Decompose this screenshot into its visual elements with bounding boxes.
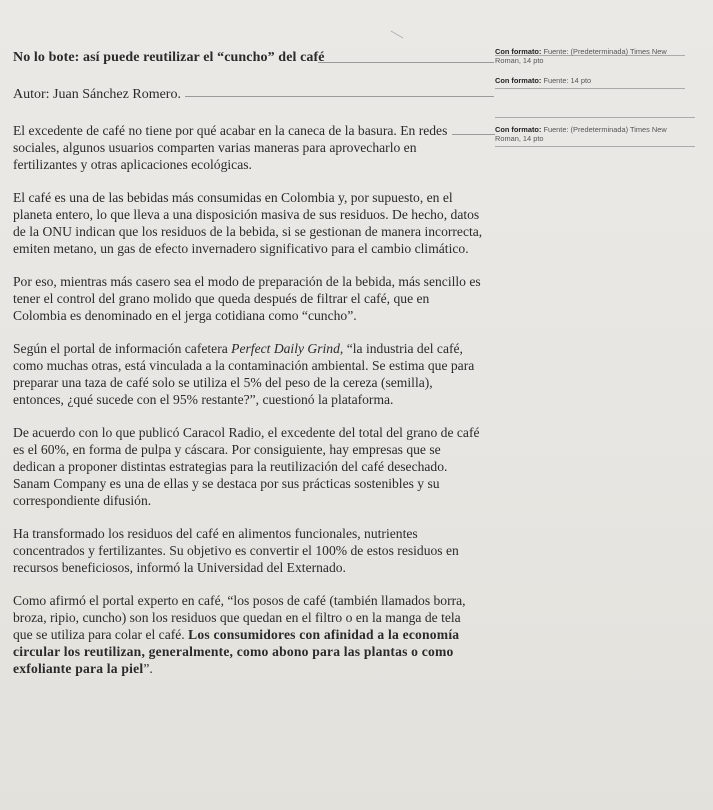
paragraph — [13, 340, 483, 408]
paragraph-text: , “la industria del café, como muchas otras, está vinculada a la contaminación ambiental. Se estima que para preparar una taza de café solo se utiliza el 5% del peso de la cereza (semilla), entonces, ¿qué sucede con el 95% restante?”, cuestionó la plataforma. — [13, 341, 475, 407]
comment-text: Roman, 14 pto — [495, 56, 544, 65]
comment-label: Con formato: — [495, 47, 542, 56]
paragraph: De acuerdo con lo que publicó Caracol Radio, el excedente del total del grano de café es el 60%, en forma de pulpa y cáscara. Por consiguiente, hay empresas que se dedican a proponer distintas estrategias para la reutilización del café desechado. Sanam Company es una de ellas y se destaca por sus prácticas sostenibles y su correspondiente difusión. — [13, 425, 480, 508]
format-comment[interactable] — [495, 125, 695, 143]
paragraph: Por eso, mientras más casero sea el modo de preparación de la bebida, más sencillo es tener el control del grano molido que queda después de filtrar el café, que en Colombia es denominado en el jerga cotidiana como “cuncho”. — [13, 274, 481, 323]
paragraph: El café es una de las bebidas más consumidas en Colombia y, por supuesto, en el planeta entero, lo que lleva a una disposición masiva de sus residuos. De hecho, datos de la ONU indican que los residuos de la bebida, si se gestionan de manera incorrecta, emiten metano, un gas de efecto invernadero significativo para el cambio climático. — [13, 190, 483, 256]
comment-text: Roman, 14 pto — [495, 134, 544, 143]
comment-connector — [185, 96, 494, 97]
comment-text: Fuente: 14 pto — [541, 76, 592, 85]
comment-connector — [452, 134, 495, 135]
article-body — [13, 122, 483, 693]
format-comment[interactable] — [495, 47, 695, 65]
comment-text: Fuente: (Predeterminada) Times New — [541, 47, 667, 56]
article-title: No lo bote: así puede reutilizar el “cuncho” del café — [13, 50, 325, 65]
emphasis-text: Los consumidores con afinidad a la economía circular los reutilizan, generalmente, como abono para las plantas o como exfoliante para la piel — [13, 627, 460, 676]
paragraph: Ha transformado los residuos del café en alimentos funcionales, nutrientes concentrados y fertilizantes. Su objetivo es convertir el 100% de estos residuos en recursos beneficiosos, informó la Universidad del Externado. — [13, 526, 459, 575]
comment-divider — [495, 117, 695, 118]
comment-label: Con formato: — [495, 125, 542, 134]
article-author: Autor: Juan Sánchez Romero. — [13, 87, 181, 102]
paragraph-text: Según el portal de información cafetera — [13, 341, 232, 356]
paragraph — [13, 592, 483, 677]
comment-label: Con formato: — [495, 76, 542, 85]
paragraph-text: ”. — [143, 661, 153, 676]
format-comment[interactable] — [495, 76, 695, 85]
comment-connector — [318, 62, 494, 63]
cursor-mark — [391, 31, 404, 39]
comment-text: Fuente: (Predeterminada) Times New — [541, 125, 667, 134]
comment-divider — [495, 88, 685, 89]
comment-divider — [495, 146, 695, 147]
source-name: Perfect Daily Grind — [231, 341, 340, 356]
paragraph-text: Como afirmó el portal experto en café, “los posos de café (también llamados borra, broza, ripio, cuncho) son los residuos que quedan en el filtro o en la manga de tela que se utiliza para colar el café. — [13, 593, 466, 642]
paragraph: El excedente de café no tiene por qué acabar en la caneca de la basura. En redes sociales, algunos usuarios comparten varias maneras para aprovecharlo en fertilizantes y otras aplicaciones ecológicas. — [13, 123, 448, 172]
